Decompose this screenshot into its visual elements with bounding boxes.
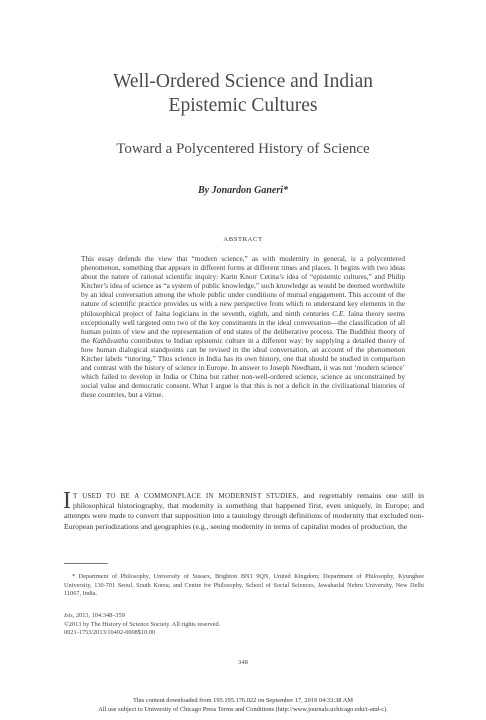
download-notice xyxy=(0,696,486,714)
download-notice-line-1: This content downloaded from 195.195.176.022 on September 17, 2019 04:33:38 AM xyxy=(132,697,354,704)
copyright-line: ©2013 by The History of Science Society. All rights reserved. xyxy=(64,620,221,628)
page-number: 348 xyxy=(238,659,248,666)
journal-name: Isis xyxy=(64,612,73,619)
journal-citation xyxy=(64,612,424,621)
article-title-line-1: Well-Ordered Science and Indian xyxy=(113,71,373,92)
abstract-ce-abbreviation: C.E. xyxy=(332,308,346,318)
abstract-part-2: Jaina theory seems exceptionally well targeted onto two of the key constituents in the ideal conversation—the classification of all human points of view and the representation of end states of the deliberative process. The Buddhist theory of the xyxy=(81,308,405,345)
abstract-heading: ABSTRACT xyxy=(223,236,263,243)
lead-in-smallcaps: T USED TO BE A COMMONPLACE IN MODERNIST STUDIES, xyxy=(73,492,299,500)
journal-volume-pages: , 2013, 104:348–359 xyxy=(72,612,125,619)
body-paragraph xyxy=(63,488,424,532)
abstract-part-1: This essay defends the view that “modern science,” as with modernity in general, is a polycentered phenomenon, something that appears in different forms at different times and places. It begins with two ideas about the nature of rational scientific inquiry: Karin Knorr Cetina’s idea of “epistemic cultures,” and Philip Kitcher’s idea of science as “a system of public knowledge,” such knowledge as would be deemed worthwhile by an ideal conversation among the whole public under conditions of mutual engagement. This account of the nature of scientific practice provides us with a new perspective from which to understand key elements in the philosophical project of Jaina logicians in the seventh, eighth, and ninth centuries xyxy=(81,254,405,318)
download-notice-line-2: All use subject to University of Chicago Press Terms and Conditions (http://www.journals.uchicago.edu/t-and-c). xyxy=(98,706,388,713)
footnote-divider xyxy=(64,563,108,564)
article-title xyxy=(40,70,446,118)
issn-line: 0021-1753/2013/10402-0008$10.00 xyxy=(64,629,156,637)
abstract-text xyxy=(81,254,405,400)
abstract-kathavatthu-title: Kathāvatthu xyxy=(92,335,129,345)
author-affiliation-footnote: * Department of Philosophy, University of Sussex, Brighton BN1 9QN, United Kingdom; Department of Philosophy, Kyunghee University, 130-701 Seoul, South Korea; and Centre for Philosophy, School of Social Sciences, Jawaharlal Nehru University, New Delhi 11067, India. xyxy=(64,573,424,598)
article-title-line-2: Epistemic Cultures xyxy=(168,95,318,116)
publication-info xyxy=(64,612,424,638)
abstract-part-3: contributes to Indian epistemic culture in a different way: by supplying a detailed theory of how human dialogical standpoints can be revised in the ideal conversation, an account of the phenomenon Kitcher labels “tutoring.” Thus science in India has its own history, one that should be studied in comparison and contrast with the history of science in Europe. In answer to Joseph Needham, it was not ‘modern science’ which failed to develop in India or China but rather non-well-ordered science, science as unconstrained by social value and democratic consent. What I argue is that this is not a deficit in the civilisational histories of these countries, but a virtue. xyxy=(81,335,405,400)
drop-cap: I xyxy=(63,488,71,514)
author-byline: By Jonardon Ganeri* xyxy=(197,185,288,196)
body-paragraph-text: and regrettably remains one still in philosophical historiography, that modernity is something that happened first, even uniquely, in Europe; and attempts were made to convert that supposition into a tautology through definitions of modernity that excluded non-European periodizations and geographies (e.g., seeing modernity in terms of capitalist modes of production, the xyxy=(64,491,424,531)
article-subtitle: Toward a Polycentered History of Science xyxy=(116,141,370,157)
